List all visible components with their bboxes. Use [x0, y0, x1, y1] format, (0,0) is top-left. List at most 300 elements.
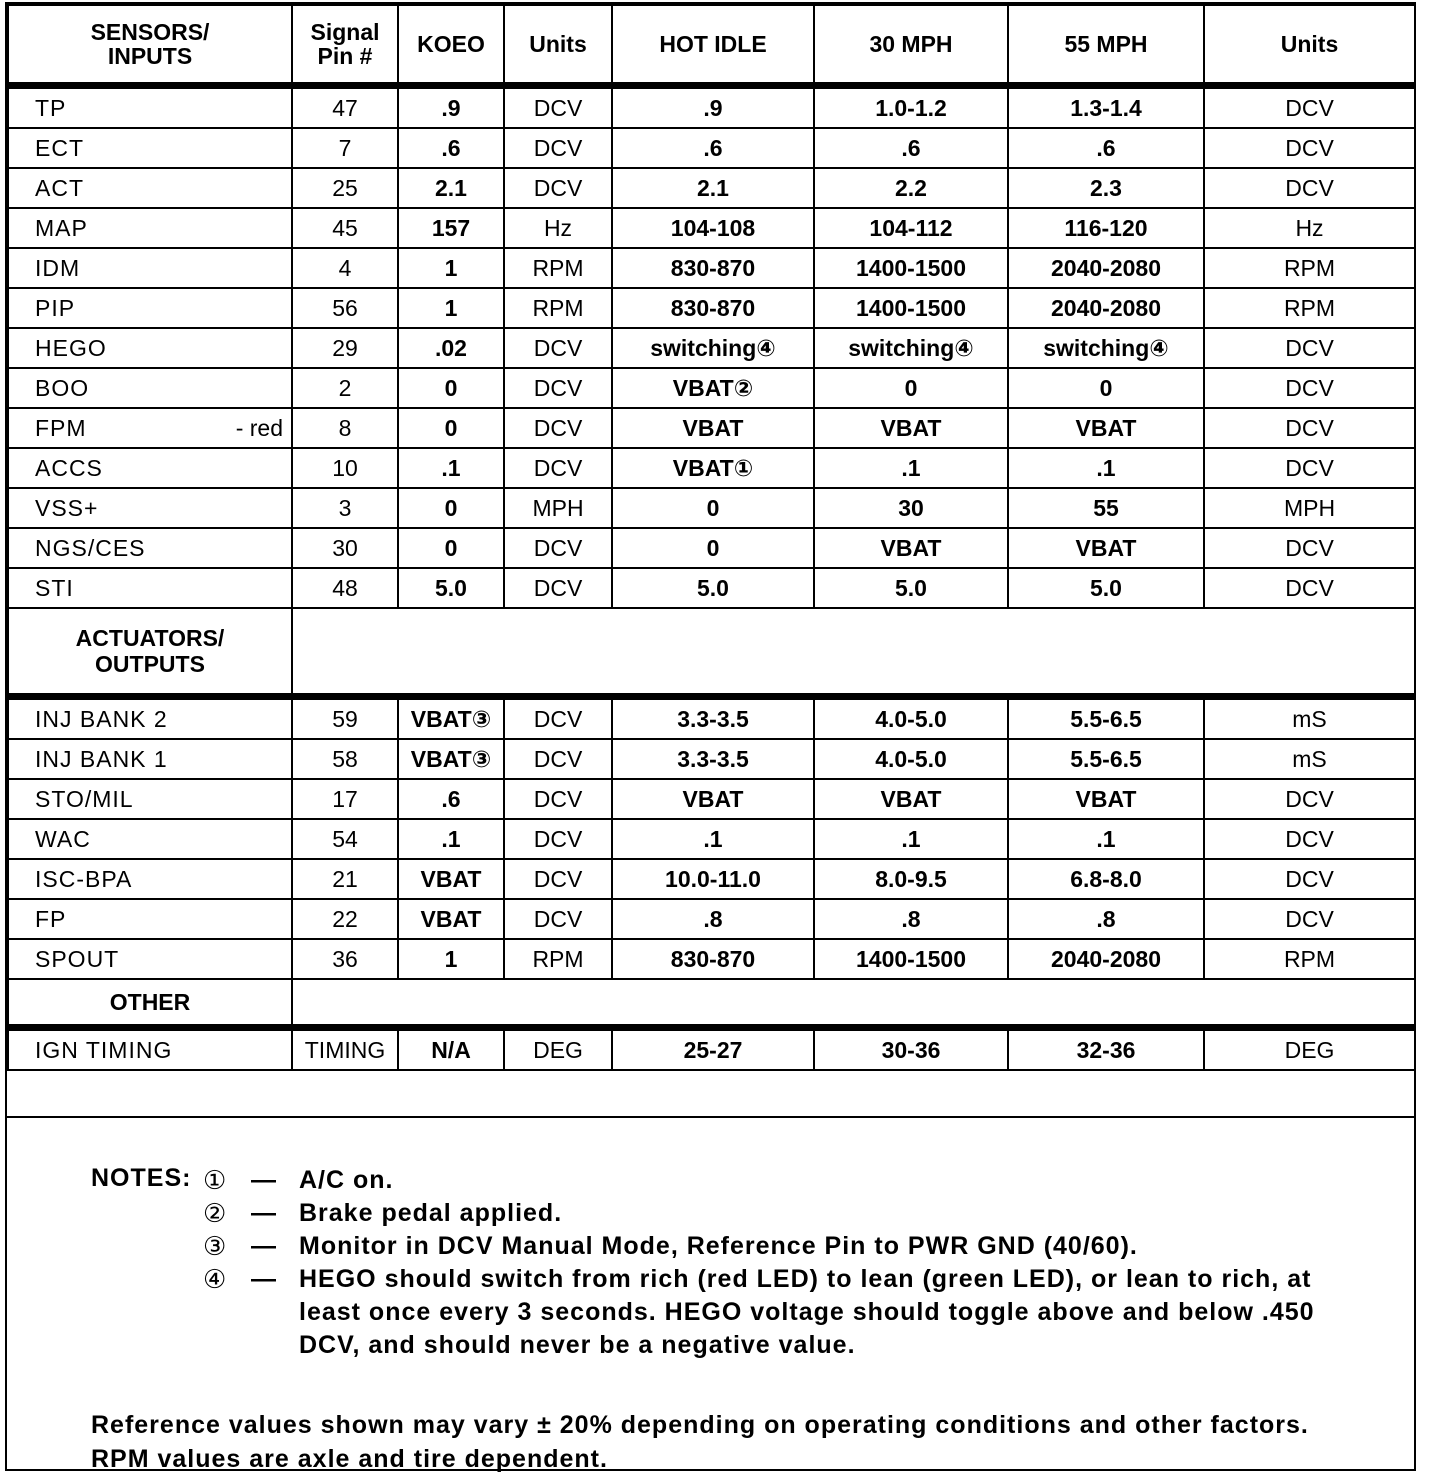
units — [504, 1028, 612, 1071]
signal-pin-text: 25 — [332, 174, 358, 201]
units-2 — [1204, 1028, 1415, 1071]
hot-idle-value-text: 830-870 — [670, 945, 756, 972]
mph-55-value — [1008, 248, 1204, 288]
signal-pin — [292, 859, 398, 899]
koeo-value — [398, 488, 504, 528]
units-2-text: DCV — [1285, 374, 1334, 401]
header-signal-pin: Signal Pin # — [292, 5, 398, 86]
other-section-row — [8, 979, 1415, 1028]
units — [504, 86, 612, 129]
other-title: OTHER — [8, 979, 292, 1028]
units-text: DCV — [533, 825, 583, 852]
signal-pin-text: 8 — [338, 414, 352, 441]
units — [504, 568, 612, 608]
hot-idle-value-text: 104-108 — [670, 214, 756, 241]
hot-idle-value — [612, 208, 814, 248]
mph-55-value-text: 2.3 — [1090, 174, 1122, 201]
signal-pin — [292, 208, 398, 248]
units-text: DCV — [533, 865, 583, 892]
note-dash: — — [251, 1265, 277, 1293]
component-name-text: BOO — [35, 374, 90, 401]
mph-30-value-text: 1400-1500 — [856, 294, 966, 321]
component-name-text: INJ BANK 2 — [35, 705, 168, 732]
koeo-value-text: VBAT — [420, 865, 482, 892]
units-text: DCV — [533, 705, 583, 732]
hot-idle-value — [612, 248, 814, 288]
signal-pin-text: 29 — [332, 334, 358, 361]
koeo-value — [398, 859, 504, 899]
mph-55-value-text: 5.0 — [1090, 574, 1122, 601]
mph-30-value — [814, 328, 1008, 368]
mph-30-value-text: 4.0-5.0 — [875, 745, 947, 772]
koeo-value — [398, 248, 504, 288]
header-hot-idle: HOT IDLE — [612, 5, 814, 86]
units-2-text: RPM — [1283, 294, 1336, 321]
signal-pin-text: 58 — [332, 745, 358, 772]
koeo-value-text: 1 — [444, 294, 458, 321]
note-text: Monitor in DCV Manual Mode, Reference Pin to PWR GND (40/60). — [299, 1232, 1138, 1260]
hot-idle-value — [612, 128, 814, 168]
actuators-title: ACTUATORS/ OUTPUTS — [8, 608, 292, 697]
units-text: DCV — [533, 534, 583, 561]
mph-55-value — [1008, 528, 1204, 568]
mph-55-value — [1008, 1028, 1204, 1071]
units-2-text: Hz — [1295, 214, 1324, 241]
signal-pin — [292, 488, 398, 528]
units-text: RPM — [532, 294, 584, 321]
component-name — [8, 208, 292, 248]
units-2 — [1204, 368, 1415, 408]
actuator-row — [8, 819, 1415, 859]
signal-pin — [292, 739, 398, 779]
signal-pin — [292, 86, 398, 129]
units-text: DCV — [533, 374, 583, 401]
header-30-mph: 30 MPH — [814, 5, 1008, 86]
mph-30-value-text: VBAT — [880, 414, 942, 441]
units — [504, 488, 612, 528]
koeo-value-text: 1 — [444, 254, 458, 281]
header-units: Units — [504, 5, 612, 86]
signal-pin-text: 36 — [332, 945, 358, 972]
units-2 — [1204, 168, 1415, 208]
koeo-value — [398, 208, 504, 248]
actuators-section — [8, 697, 1415, 980]
mph-55-value — [1008, 568, 1204, 608]
mph-55-value-text: 2040-2080 — [1051, 254, 1161, 281]
hot-idle-value-text: 2.1 — [697, 174, 729, 201]
mph-30-value-text: 0 — [904, 374, 918, 401]
koeo-value-text: .1 — [441, 454, 461, 481]
mph-55-value — [1008, 899, 1204, 939]
mph-55-value — [1008, 697, 1204, 740]
units-2 — [1204, 86, 1415, 129]
hot-idle-value-text: 10.0-11.0 — [665, 865, 761, 892]
units — [504, 819, 612, 859]
mph-30-value — [814, 288, 1008, 328]
signal-pin-text: 10 — [332, 454, 358, 481]
signal-pin-text: 54 — [332, 825, 358, 852]
hot-idle-value — [612, 408, 814, 448]
units-2 — [1204, 448, 1415, 488]
signal-pin-text: 22 — [332, 905, 358, 932]
reference-values-table — [7, 4, 1416, 1071]
signal-pin-text: 48 — [332, 574, 358, 601]
component-name — [8, 448, 292, 488]
units-2-text: DCV — [1285, 574, 1334, 601]
mph-30-value-text: 1400-1500 — [856, 254, 966, 281]
mph-55-value-text: 2040-2080 — [1051, 945, 1161, 972]
mph-55-value — [1008, 368, 1204, 408]
koeo-value — [398, 1028, 504, 1071]
koeo-value-text: .02 — [435, 334, 467, 361]
mph-30-value — [814, 697, 1008, 740]
signal-pin — [292, 939, 398, 979]
component-name-text: PIP — [35, 294, 76, 321]
mph-30-value — [814, 1028, 1008, 1071]
other-header-section — [8, 979, 1415, 1028]
mph-55-value-text: .1 — [1096, 825, 1116, 852]
units-2 — [1204, 248, 1415, 288]
units — [504, 697, 612, 740]
koeo-value-text: .9 — [441, 94, 461, 121]
mph-30-value-text: switching④ — [848, 334, 974, 361]
component-name-text: STO/MIL — [35, 785, 134, 812]
signal-pin-text: 3 — [338, 494, 352, 521]
header-55-mph: 55 MPH — [1008, 5, 1204, 86]
signal-pin — [292, 528, 398, 568]
koeo-value-text: 2.1 — [435, 174, 467, 201]
hot-idle-value-text: VBAT — [682, 785, 744, 812]
units-text: DCV — [533, 134, 583, 161]
koeo-value-text: 0 — [444, 494, 458, 521]
units — [504, 168, 612, 208]
actuators-section-row — [8, 608, 1415, 697]
units — [504, 899, 612, 939]
mph-30-value — [814, 488, 1008, 528]
component-name — [8, 248, 292, 288]
koeo-value — [398, 739, 504, 779]
signal-pin-text: 2 — [338, 374, 352, 401]
mph-30-value-text: 8.0-9.5 — [875, 865, 947, 892]
mph-30-value-text: 2.2 — [895, 174, 927, 201]
units — [504, 779, 612, 819]
component-name — [8, 1028, 292, 1071]
mph-55-value-text: .6 — [1096, 134, 1116, 161]
hot-idle-value — [612, 697, 814, 740]
signal-pin-text: 21 — [332, 865, 358, 892]
notes-heading: NOTES: — [91, 1164, 192, 1192]
hot-idle-value-text: 25-27 — [683, 1036, 743, 1063]
mph-30-value — [814, 448, 1008, 488]
component-name — [8, 168, 292, 208]
units-2-text: DCV — [1285, 785, 1334, 812]
hot-idle-value-text: .8 — [703, 905, 723, 932]
hot-idle-value — [612, 86, 814, 129]
header-sensors-inputs: SENSORS/ INPUTS — [8, 5, 292, 86]
hot-idle-value-text: 3.3-3.5 — [677, 705, 749, 732]
mph-30-value-text: 30-36 — [881, 1036, 941, 1063]
sensor-row — [8, 208, 1415, 248]
mph-55-value-text: 0 — [1099, 374, 1113, 401]
koeo-value — [398, 86, 504, 129]
component-name-text: ACCS — [35, 454, 103, 481]
hot-idle-value — [612, 528, 814, 568]
signal-pin — [292, 779, 398, 819]
koeo-value — [398, 528, 504, 568]
note-number: ① — [203, 1165, 228, 1195]
koeo-value-text: 5.0 — [435, 574, 467, 601]
actuators-blank — [292, 608, 1415, 697]
component-name-text: SPOUT — [35, 945, 120, 972]
units-2-text: DCV — [1285, 534, 1334, 561]
header-units-2: Units — [1204, 5, 1415, 86]
koeo-value — [398, 939, 504, 979]
signal-pin-text: 4 — [338, 254, 352, 281]
units-text: DCV — [533, 574, 583, 601]
units-2 — [1204, 488, 1415, 528]
koeo-value-text: .1 — [441, 825, 461, 852]
hot-idle-value — [612, 568, 814, 608]
koeo-value — [398, 288, 504, 328]
hot-idle-value-text: 0 — [706, 494, 720, 521]
component-name — [8, 819, 292, 859]
component-name-text: VSS+ — [35, 494, 99, 521]
component-name-text: FPM — [35, 414, 87, 441]
mph-30-value — [814, 248, 1008, 288]
units-text: DCV — [533, 414, 583, 441]
component-name — [8, 288, 292, 328]
actuators-header-section — [8, 608, 1415, 697]
mph-30-value-text: 104-112 — [869, 214, 953, 241]
hot-idle-value-text: switching④ — [650, 334, 776, 361]
units-2 — [1204, 328, 1415, 368]
signal-pin — [292, 128, 398, 168]
units-2 — [1204, 819, 1415, 859]
mph-55-value-text: 5.5-6.5 — [1070, 745, 1142, 772]
mph-30-value-text: 5.0 — [895, 574, 927, 601]
mph-55-value — [1008, 128, 1204, 168]
mph-55-value-text: 5.5-6.5 — [1070, 705, 1142, 732]
actuator-row — [8, 779, 1415, 819]
signal-pin-text: 56 — [332, 294, 358, 321]
mph-55-value-text: 116-120 — [1064, 214, 1148, 241]
hot-idle-value-text: 3.3-3.5 — [677, 745, 749, 772]
component-name — [8, 128, 292, 168]
sensor-row — [8, 368, 1415, 408]
mph-55-value — [1008, 86, 1204, 129]
hot-idle-value-text: 5.0 — [697, 574, 729, 601]
koeo-value — [398, 128, 504, 168]
hot-idle-value-text: VBAT① — [672, 454, 754, 481]
units-2-text: DCV — [1285, 905, 1334, 932]
component-name — [8, 568, 292, 608]
component-name-text: ECT — [35, 134, 84, 161]
note-dash: — — [251, 1199, 277, 1227]
component-name-text: FP — [35, 905, 67, 932]
units-2-text: RPM — [1283, 254, 1336, 281]
hot-idle-value-text: VBAT② — [672, 374, 754, 401]
signal-pin-text: 17 — [332, 785, 358, 812]
units-2-text: DCV — [1285, 94, 1334, 121]
other-blank — [292, 979, 1415, 1028]
note-dash: — — [251, 1166, 277, 1194]
units-text: DCV — [533, 905, 583, 932]
note-dash: — — [251, 1232, 277, 1260]
units — [504, 128, 612, 168]
mph-55-value — [1008, 779, 1204, 819]
units-2 — [1204, 208, 1415, 248]
component-name-text: ISC-BPA — [35, 865, 133, 892]
units-2 — [1204, 739, 1415, 779]
component-name — [8, 408, 292, 448]
mph-30-value — [814, 528, 1008, 568]
component-name-text: IGN TIMING — [35, 1036, 173, 1063]
units-text: DCV — [533, 174, 583, 201]
koeo-value — [398, 448, 504, 488]
signal-pin — [292, 288, 398, 328]
units-text: RPM — [532, 945, 584, 972]
mph-55-value — [1008, 448, 1204, 488]
component-name-text: TP — [35, 94, 67, 121]
units-2 — [1204, 859, 1415, 899]
units-text: DCV — [533, 454, 583, 481]
units-text: RPM — [532, 254, 584, 281]
sensor-row — [8, 248, 1415, 288]
units-2-text: DCV — [1285, 134, 1334, 161]
units-text: MPH — [532, 494, 584, 521]
mph-30-value-text: .6 — [901, 134, 921, 161]
note-text: HEGO should switch from rich (red LED) to lean (green LED), or lean to rich, at least once every 3 seconds. HEGO voltage should toggle above and below .450 DCV, and should never be a negative value. — [299, 1265, 1315, 1359]
units-2 — [1204, 899, 1415, 939]
sensor-row — [8, 448, 1415, 488]
koeo-value — [398, 408, 504, 448]
actuator-row — [8, 939, 1415, 979]
koeo-value-text: 0 — [444, 534, 458, 561]
hot-idle-value-text: .9 — [703, 94, 723, 121]
mph-55-value-text: VBAT — [1075, 534, 1137, 561]
mph-30-value — [814, 368, 1008, 408]
signal-pin — [292, 368, 398, 408]
sensor-row — [8, 488, 1415, 528]
hot-idle-value — [612, 328, 814, 368]
component-name-text: INJ BANK 1 — [35, 745, 168, 772]
units — [504, 288, 612, 328]
units — [504, 448, 612, 488]
mph-30-value-text: VBAT — [880, 534, 942, 561]
sensor-row — [8, 288, 1415, 328]
mph-55-value-text: 32-36 — [1076, 1036, 1136, 1063]
units-2 — [1204, 288, 1415, 328]
koeo-value-text: 1 — [444, 945, 458, 972]
koeo-value-text: .6 — [441, 785, 461, 812]
koeo-value-text: N/A — [431, 1036, 471, 1063]
units-text: DCV — [533, 745, 583, 772]
hot-idle-value-text: 830-870 — [670, 294, 756, 321]
units-2-text: DCV — [1285, 825, 1334, 852]
signal-pin — [292, 697, 398, 740]
units — [504, 859, 612, 899]
component-name-text: HEGO — [35, 334, 107, 361]
units — [504, 328, 612, 368]
fpm-wire-color: - red — [235, 414, 283, 441]
units-2 — [1204, 697, 1415, 740]
signal-pin-text: TIMING — [304, 1036, 386, 1063]
hot-idle-value — [612, 899, 814, 939]
hot-idle-value-text: 0 — [706, 534, 720, 561]
signal-pin-text: 59 — [332, 705, 358, 732]
signal-pin-text: 30 — [332, 534, 358, 561]
component-name-text: MAP — [35, 214, 88, 241]
units-2-text: DEG — [1284, 1036, 1335, 1063]
units-2-text: mS — [1292, 705, 1327, 732]
hot-idle-value-text: VBAT — [682, 414, 744, 441]
hot-idle-value — [612, 488, 814, 528]
mph-55-value — [1008, 939, 1204, 979]
mph-55-value — [1008, 168, 1204, 208]
koeo-value — [398, 819, 504, 859]
koeo-value-text: 0 — [444, 374, 458, 401]
units-text: DCV — [533, 785, 583, 812]
sensors-section — [8, 86, 1415, 609]
hot-idle-value — [612, 939, 814, 979]
mph-55-value-text: 6.8-8.0 — [1070, 865, 1142, 892]
koeo-value — [398, 568, 504, 608]
units — [504, 528, 612, 568]
units-2-text: DCV — [1285, 334, 1334, 361]
koeo-value-text: 0 — [444, 414, 458, 441]
units — [504, 939, 612, 979]
mph-30-value-text: .1 — [901, 825, 921, 852]
hot-idle-value — [612, 739, 814, 779]
signal-pin — [292, 1028, 398, 1071]
mph-30-value — [814, 819, 1008, 859]
header-koeo: KOEO — [398, 5, 504, 86]
mph-30-value-text: 1.0-1.2 — [875, 94, 947, 121]
header-row — [8, 5, 1415, 86]
hot-idle-value — [612, 779, 814, 819]
mph-55-value — [1008, 408, 1204, 448]
koeo-value-text: VBAT③ — [410, 745, 492, 772]
mph-55-value-text: VBAT — [1075, 785, 1137, 812]
mph-55-value-text: .1 — [1096, 454, 1116, 481]
mph-30-value — [814, 128, 1008, 168]
mph-55-value — [1008, 859, 1204, 899]
sensor-row — [8, 168, 1415, 208]
signal-pin — [292, 448, 398, 488]
component-name — [8, 859, 292, 899]
sensor-row — [8, 128, 1415, 168]
note-text: Brake pedal applied. — [299, 1199, 563, 1227]
mph-55-value — [1008, 488, 1204, 528]
note-number: ② — [203, 1198, 228, 1228]
units-2-text: DCV — [1285, 454, 1334, 481]
hot-idle-value — [612, 288, 814, 328]
units-2 — [1204, 408, 1415, 448]
component-name-text: WAC — [35, 825, 91, 852]
component-name-text: STI — [35, 574, 74, 601]
units-2-text: DCV — [1285, 865, 1334, 892]
signal-pin-text: 47 — [332, 94, 358, 121]
mph-30-value — [814, 859, 1008, 899]
mph-30-value — [814, 408, 1008, 448]
koeo-value — [398, 899, 504, 939]
mph-30-value-text: 4.0-5.0 — [875, 705, 947, 732]
actuator-row — [8, 697, 1415, 740]
mph-30-value-text: 1400-1500 — [856, 945, 966, 972]
hot-idle-value — [612, 168, 814, 208]
mph-30-value-text: 30 — [898, 494, 924, 521]
mph-55-value-text: VBAT — [1075, 414, 1137, 441]
